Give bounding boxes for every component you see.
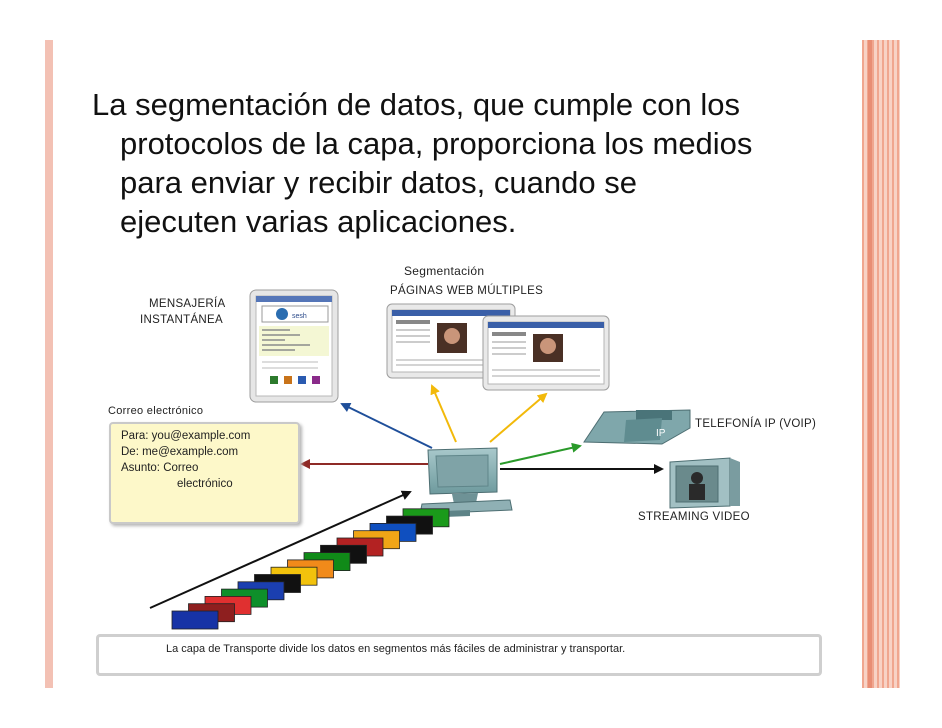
- streaming-video-tv-icon: [670, 458, 740, 508]
- email-from: De: me@example.com: [121, 446, 239, 458]
- data-segments: [172, 509, 449, 629]
- segmentation-label: Segmentación: [404, 264, 485, 278]
- paragraph-line-4: ejecuten varias aplicaciones.: [120, 204, 517, 239]
- paragraph-line-1: La segmentación de datos, que cumple con los: [92, 87, 740, 122]
- email-subject-line1: Asunto: Correo: [121, 462, 199, 474]
- im-label-line1: MENSAJERÍA: [149, 298, 226, 310]
- email-to: Para: you@example.com: [121, 430, 251, 442]
- email-subject-line2: electrónico: [177, 478, 233, 490]
- paragraph-line-3: para enviar y recibir datos, cuando se: [120, 165, 637, 200]
- voip-label: TELEFONÍA IP (VOIP): [695, 418, 817, 430]
- computer-icon: [418, 448, 512, 518]
- im-label-line2: INSTANTÁNEA: [140, 314, 223, 326]
- email-title: Correo electrónico: [108, 405, 204, 417]
- arrow-to-web-1: [432, 386, 456, 442]
- email-message-box: [109, 422, 300, 524]
- instant-messaging-window: [250, 290, 338, 402]
- phone-ip-text: IP: [656, 428, 666, 439]
- ip-phone-icon: [584, 410, 690, 444]
- arrow-to-im: [342, 404, 432, 448]
- data-segment-block: [172, 611, 218, 629]
- caption-text: La capa de Transporte divide los datos en segmentos más fáciles de administrar y transportar.: [166, 643, 626, 655]
- arrow-to-web-2: [490, 394, 546, 442]
- svg-text:sesh: sesh: [292, 313, 307, 320]
- paragraph-line-2: protocolos de la capa, proporciona los medios: [120, 126, 753, 161]
- caption-box: [96, 634, 822, 676]
- web-page-window-front: [483, 316, 609, 390]
- web-pages-label: PÁGINAS WEB MÚLTIPLES: [390, 285, 544, 297]
- streaming-label: STREAMING VIDEO: [638, 511, 750, 523]
- arrow-to-voip: [500, 446, 580, 464]
